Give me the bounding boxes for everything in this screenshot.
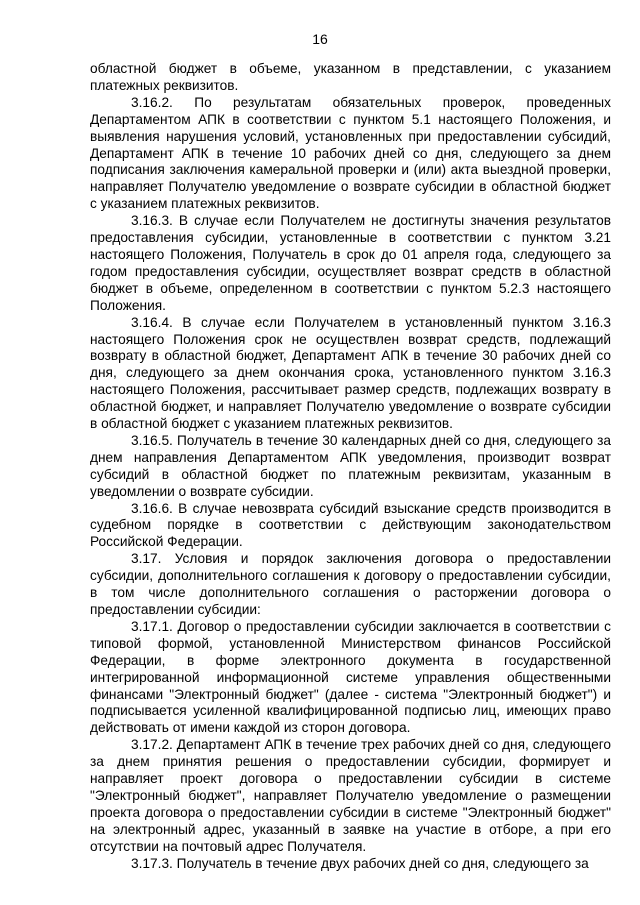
page-number: 16 (312, 31, 328, 47)
paragraph-3-17-2: 3.17.2. Департамент АПК в течение трех рабочих дней со дня, следующего за днем принятия решения о предоставлении субсидии, формирует и направляет проект договора о предоставлении субсидии в системе "Электронный бюджет", направляет Получателю уведомление о размещении проекта договора о предоставлении субсидии в системе "Электронный бюджет" на электронный адрес, указанный в заявке на участие в отборе, а при его отсутствии на почтовый адрес Получателя. (90, 737, 611, 854)
paragraph-3-16-6: 3.16.6. В случае невозврата субсидий взыскание средств производится в судебном порядке в соответствии с действующим законодательством Российской Федерации. (90, 500, 611, 550)
paragraph-3-16-4: 3.16.4. В случае если Получателем в установленный пунктом 3.16.3 настоящего Положения срок не осуществлен возврат средств, подлежащий возврату в областной бюджет, Департамент АПК в течение 30 рабочих дней со дня, следующего за днем окончания срока, установленного пунктом 3.16.3 настоящего Положения, рассчитывает размер средств, подлежащих возврату в областной бюджет, и направляет Получателю уведомление о возврате субсидии в областной бюджет с указанием платежных реквизитов. (90, 314, 611, 432)
paragraph-3-17-3: 3.17.3. Получатель в течение двух рабочих дней со дня, следующего за (131, 855, 589, 871)
paragraph-3-16-5: 3.16.5. Получатель в течение 30 календарных дней со дня, следующего за днем направления Департаментом АПК уведомления, производит возврат субсидий в областной бюджет по платежным реквизитам, указанным в уведомлении о возврате субсидии. (90, 432, 611, 499)
paragraph-3-16-3: 3.16.3. В случае если Получателем не достигнуты значения результатов предоставления субсидии, установленные в соответствии с пунктом 3.21 настоящего Положения, Получатель в срок до 01 апреля года, следующего за годом предоставления субсидии, осуществляет возврат средств в областной бюджет в объеме, определенном в соответствии с пунктом 5.2.3 настоящего Положения. (90, 213, 611, 313)
paragraph-3-17-1: 3.17.1. Договор о предоставлении субсидии заключается в соответствии с типовой формой, установленной Министерством финансов Российской Федерации, в форме электронного документа в государственной интегрированной информационной системе управления общественными финансами "Электронный бюджет" (далее - система "Электронный бюджет") и подписывается усиленной квалифицированной подписью лиц, имеющих право действовать от имени каждой из сторон договора. (90, 618, 611, 736)
paragraph-continuation: областной бюджет в объеме, указанном в представлении, с указанием платежных реквизитов. (90, 61, 611, 93)
document-body (90, 61, 611, 873)
paragraph-3-16-2: 3.16.2. По результатам обязательных проверок, проведенных Департаментом АПК в соответствии с пунктом 5.1 настоящего Положения, и выявления нарушения условий, установленных при предоставлении субсидий, Департамент АПК в течение 10 рабочих дней со дня, следующего за днем подписания заключения камеральной проверки и (или) акта выездной проверки, направляет Получателю уведомление о возврате субсидии в областной бюджет с указанием платежных реквизитов. (90, 94, 611, 212)
paragraph-3-17: 3.17. Условия и порядок заключения договора о предоставлении субсидии, дополнительного соглашения к договору о предоставлении субсидии, в том числе дополнительного соглашения о расторжении договора о предоставлении субсидии: (90, 551, 611, 617)
